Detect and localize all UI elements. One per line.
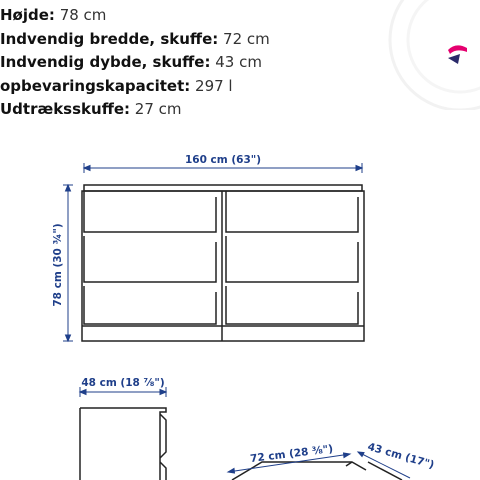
spec-drawer-extension: Udtræksskuffe: 27 cm	[0, 100, 182, 118]
spec-height: Højde: 78 cm	[0, 6, 107, 24]
dresser-front-view	[82, 185, 364, 341]
height-dimension-line	[63, 185, 73, 341]
spec-inner-drawer-width: Indvendig bredde, skuffe: 72 cm	[0, 29, 270, 48]
height-label: 78 cm (30 ¾")	[52, 223, 64, 307]
width-label: 160 cm (63")	[184, 154, 262, 166]
depth-label: 48 cm (18 ⅞")	[81, 377, 165, 389]
drawer-depth-label: 43 cm (17")	[366, 440, 436, 472]
spec-inner-drawer-depth: Indvendig dybde, skuffe: 43 cm	[0, 53, 262, 71]
drawer-width-label: 72 cm (28 ⅜")	[249, 442, 334, 466]
dresser-side-view	[80, 408, 166, 480]
spec-storage-capacity: opbevaringskapacitet: 297 l	[0, 76, 233, 95]
drawer-interior-view	[232, 462, 402, 480]
